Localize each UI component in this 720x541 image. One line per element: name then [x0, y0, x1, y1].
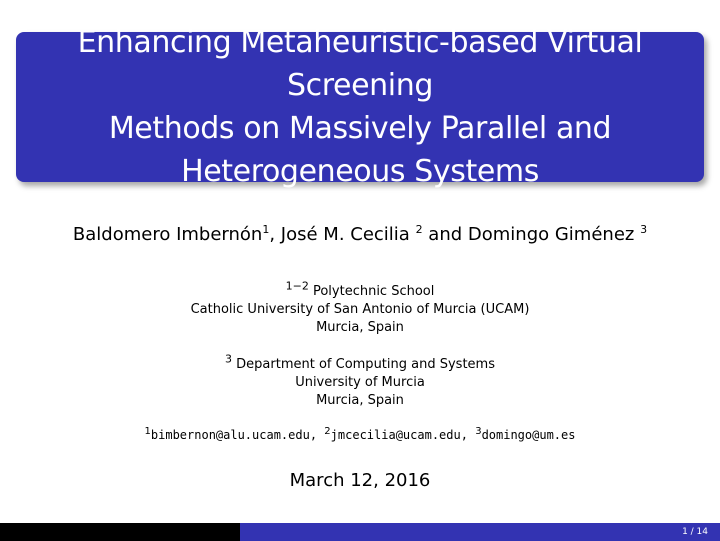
author-list: [0, 224, 720, 245]
email-superscript: 3: [475, 426, 482, 437]
page-counter: 1 / 14: [240, 523, 720, 541]
footer-bar: [0, 523, 720, 541]
footer-left-block: [0, 523, 240, 541]
title-line-3: Heterogeneous Systems: [181, 154, 539, 189]
affiliation-line: Murcia, Spain: [316, 320, 404, 335]
title-box: [16, 25, 704, 189]
email-superscript: 2: [324, 426, 331, 437]
presentation-date: March 12, 2016: [289, 470, 431, 491]
affiliation-superscript: 3: [225, 352, 233, 366]
author-name: Domingo Giménez: [467, 224, 641, 245]
email-address: jmcecilia@ucam.edu,: [330, 428, 468, 442]
affiliation-line: Catholic University of San Antonio of Murcia (UCAM): [190, 302, 530, 317]
email-address: bimbernon@alu.ucam.edu,: [150, 428, 318, 442]
email-superscript: 1: [144, 426, 151, 437]
title-line-2: Methods on Massively Parallel and: [108, 111, 612, 146]
author-separator: ,: [269, 224, 281, 245]
affiliation-block: [0, 279, 720, 337]
affiliation-line: Department of Computing and Systems: [236, 357, 495, 372]
author-name: Baldomero Imbernón: [72, 224, 263, 245]
author-superscript: 3: [640, 223, 648, 236]
email-list: [0, 428, 720, 442]
author-separator: and: [422, 224, 468, 245]
author-superscript: 1: [262, 223, 270, 236]
author-superscript: 2: [415, 223, 423, 236]
title-line-1: Enhancing Metaheuristic-based Virtual Screening: [77, 25, 643, 103]
affiliation-line: Polytechnic School: [312, 284, 435, 299]
author-name: José M. Cecilia: [280, 224, 416, 245]
affiliation-line: Murcia, Spain: [316, 393, 404, 408]
presentation-title: [16, 21, 704, 193]
email-address: domingo@um.es: [481, 428, 576, 442]
affiliation-block: [0, 352, 720, 410]
affiliation-superscript: 1−2: [285, 279, 309, 293]
affiliation-line: University of Murcia: [295, 375, 425, 390]
